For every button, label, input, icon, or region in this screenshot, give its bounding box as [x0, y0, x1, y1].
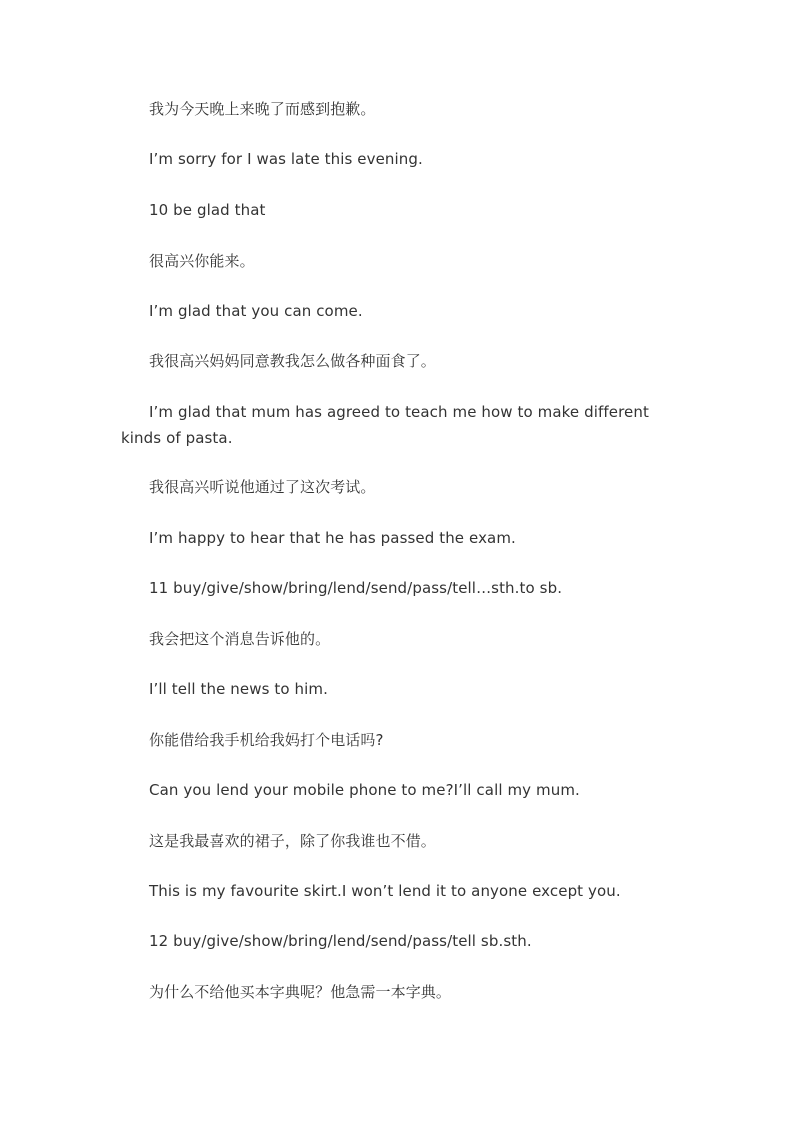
- paragraph-2: I’m sorry for I was late this evening.: [149, 150, 423, 168]
- paragraph-5: I’m glad that you can come.: [149, 302, 363, 320]
- paragraph-14: Can you lend your mobile phone to me?I’ll call my mum.: [149, 781, 580, 799]
- paragraph-11: 我会把这个消息告诉他的。: [149, 630, 331, 648]
- paragraph-3: 10 be glad that: [149, 201, 266, 219]
- paragraph-9: I’m happy to hear that he has passed the exam.: [149, 529, 516, 547]
- paragraph-10: 11 buy/give/show/bring/lend/send/pass/tell…sth.to sb.: [149, 579, 563, 597]
- paragraph-16: This is my favourite skirt.I won’t lend it to anyone except you.: [149, 882, 621, 900]
- paragraph-1: 我为今天晚上来晚了而感到抱歉。: [149, 100, 376, 118]
- paragraph-15: 这是我最喜欢的裙子，除了你我谁也不借。: [149, 832, 436, 850]
- paragraph-8: 我很高兴听说他通过了这次考试。: [149, 478, 376, 496]
- paragraph-4: 很高兴你能来。: [149, 252, 255, 270]
- paragraph-6: 我很高兴妈妈同意教我怎么做各种面食了。: [149, 352, 436, 370]
- paragraph-12: I’ll tell the news to him.: [149, 680, 328, 698]
- paragraph-7: I’m glad that mum has agreed to teach me how to make different kinds of pasta.: [121, 403, 649, 447]
- paragraph-13: 你能借给我手机给我妈打个电话吗?: [149, 731, 384, 749]
- paragraph-18: 为什么不给他买本字典呢？他急需一本字典。: [149, 983, 452, 1001]
- paragraph-17: 12 buy/give/show/bring/lend/send/pass/tell sb.sth.: [149, 932, 532, 950]
